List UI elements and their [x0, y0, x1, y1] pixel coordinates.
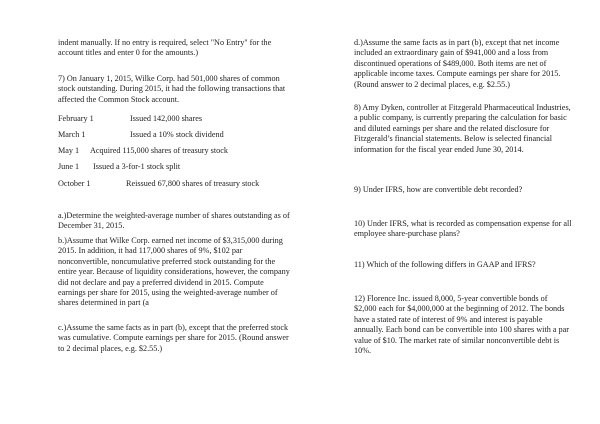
question-8: 8) Amy Dyken, controller at Fitzgerald Pharmaceutical Industries, a public company, is currently preparing the calculation for basic and diluted earnings per share and the related disclosure for Fitzgerald’s financial statements. Below is selected financial information for the fiscal year ended June 30, 2014.	[354, 103, 571, 154]
transaction-date: June 1	[58, 162, 80, 171]
question-9: 9) Under IFRS, how are convertible debt recorded?	[354, 185, 523, 194]
transaction-event: Issued 142,000 shares	[130, 114, 203, 123]
part-c: c.)Assume the same facts as in part (b), except that the preferred stock was cumulative. Compute earnings per share for 2015. (Round answer to 2 decimal places, e.g. $2.55.)	[58, 323, 289, 353]
transaction-date: May 1	[58, 146, 80, 155]
transaction-event: Acquired 115,000 shares of treasury stock	[90, 146, 228, 155]
transaction-date: February 1	[58, 114, 94, 123]
part-d: d.)Assume the same facts as in part (b), except that net income included an extraordinary gain of $941,000 and a loss from discontinued operations of $489,000. Both items are net of applicable income taxes. Compute earnings per share for 2015. (Round answer to 2 decimal places, e.g. $2.55.)	[354, 38, 561, 89]
question-12: 12) Florence Inc. issued 8,000, 5-year convertible bonds of $2,000 each for $4,000,000 at the beginning of 2012. The bonds have a stated rate of interest of 9% and interest is payable annually. Each bond can be convertible into 100 shares with a par value of $10. The market rate of similar nonconvertible debt is 10%.	[354, 294, 570, 356]
transaction-date: October 1	[58, 179, 91, 188]
intro-text: indent manually. If no entry is required, select "No Entry" for the account titles and enter 0 for the amounts.)	[58, 38, 272, 58]
part-b: b.)Assume that Wilke Corp. earned net income of $3,315,000 during 2015. In addition, it had 117,000 shares of 9%, $102 par nonconvertible, noncumulative preferred stock outstanding for the entire year. Because of liquidity considerations, however, the company did not declare and pay a preferred dividend in 2015. Compute earnings per share for 2015, using the weighted-average number of shares determined in part (a	[58, 236, 290, 308]
transaction-event: Reissued 67,800 shares of treasury stock	[126, 179, 260, 188]
part-a: a.)Determine the weighted-average number of shares outstanding as of December 31, 2015.	[58, 211, 290, 231]
transaction-date: March 1	[58, 130, 86, 139]
transaction-event: Issued a 10% stock dividend	[130, 130, 224, 139]
question-7: 7) On January 1, 2015, Wilke Corp. had 501,000 shares of common stock outstanding. During 2015, it had the following transactions that affected the Common Stock account.	[58, 74, 286, 104]
question-11: 11) Which of the following differs in GAAP and IFRS?	[354, 260, 536, 269]
transaction-event: Issued a 3-for-1 stock split	[93, 162, 181, 171]
question-10: 10) Under IFRS, what is recorded as compensation expense for all employee share-purchase plans?	[354, 219, 572, 239]
